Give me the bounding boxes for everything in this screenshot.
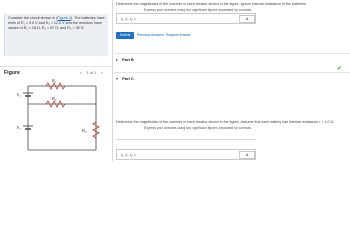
part-a-instruction: Determine the magnitudes of the currents in each resistor shown in the figure. Ignore internal resistance of the batteries. [116, 2, 307, 6]
part-b-title: Part B [122, 57, 134, 62]
figure-pager [80, 70, 106, 75]
request-answer-link[interactable]: Request Answer [166, 33, 191, 37]
part-c-title: Part C [122, 76, 134, 81]
label-e2: E₂ [17, 125, 21, 130]
submit-button[interactable]: Submit [116, 32, 134, 39]
part-b-expand-icon: ▸ [116, 57, 119, 62]
circuit-diagram [18, 78, 108, 158]
part-c-expand-icon: ▾ [116, 76, 119, 81]
problem-text-1: Consider the circuit shown in ( [8, 16, 58, 20]
prev-figure-button[interactable]: < [80, 70, 83, 75]
part-b-row[interactable] [114, 53, 350, 65]
part-a-unit: A [239, 15, 255, 23]
label-r3: R₃ [82, 128, 87, 133]
part-a-answer-label: I₁, I₂, I₃ = [121, 17, 136, 21]
part-a-answer-row [116, 13, 256, 24]
figure-counter: 1 of 1 [86, 70, 97, 75]
label-r2: R₂ [52, 96, 57, 101]
part-a-sigfig-note: Express your answers using two significant figures separated by commas. [144, 8, 252, 12]
panel-divider [112, 0, 113, 161]
part-c-sigfig-note: Express your answers using two significant figures separated by commas. [144, 126, 252, 130]
label-e1: E₁ [17, 92, 21, 97]
next-figure-button[interactable]: > [100, 70, 103, 75]
problem-panel [0, 0, 112, 161]
math-toolbar [116, 139, 256, 143]
problem-text-2: ). The batteries have emfs of E₁ = 9.0 V and E₂ = 12.0 V and the resistors have values of R₁ = 28 Ω, R₂ = 67 Ω, and R₃ = 35 Ω. [8, 16, 105, 31]
part-c-row[interactable] [114, 66, 350, 84]
question-panel [114, 0, 350, 161]
part-b-complete-check-icon: ✔ [336, 66, 342, 72]
part-c-answer-row [116, 149, 256, 160]
part-c-answer-label: I₁, I₂, I₃ = [121, 153, 136, 157]
previous-answers-link[interactable]: Previous Answers [137, 33, 164, 37]
figure-title: Figure [4, 70, 20, 76]
label-r1: R₁ [52, 78, 57, 83]
problem-statement [4, 14, 108, 56]
part-c-instruction: Determine the magnitudes of the currents in each resistor shown in the figure. Assume that each battery has internal resistance r = 1.0 Ω. [116, 120, 335, 124]
figure-header [0, 66, 112, 78]
figure-link[interactable]: Figure 1 [57, 16, 71, 20]
part-c-unit: A [239, 151, 255, 159]
